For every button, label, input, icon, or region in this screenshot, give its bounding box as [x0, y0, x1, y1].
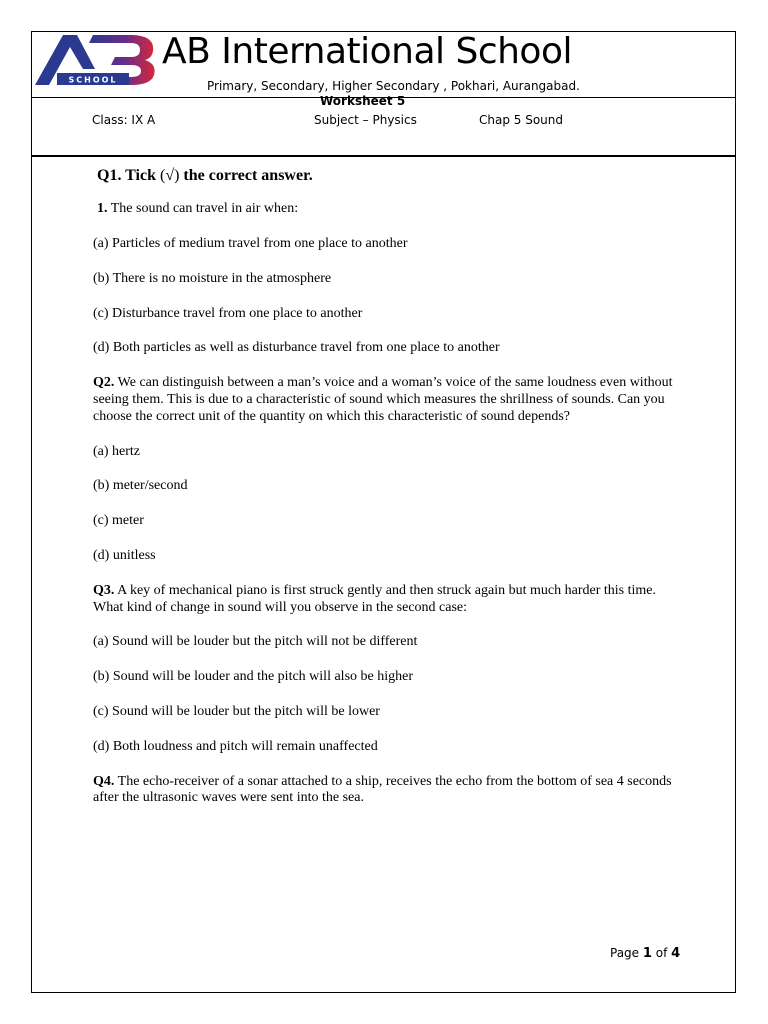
- q3-option-b: (b) Sound will be louder and the pitch will also be higher: [93, 669, 413, 685]
- school-address: Primary, Secondary, Higher Secondary , Pokhari, Aurangabad.: [207, 79, 580, 93]
- q2-option-a: (a) hertz: [93, 443, 141, 459]
- class-label: Class: IX A: [92, 113, 156, 127]
- q3-option-c: (c) Sound will be louder but the pitch will be lower: [93, 703, 380, 719]
- worksheet-title: Worksheet 5: [320, 94, 406, 108]
- q4-text: Q4. The echo-receiver of a sonar attached to a ship, receives the echo from the bottom of sea 4 seconds after the ultrasonic waves were sent into the sea.: [93, 773, 672, 806]
- header-divider-bottom: [31, 155, 736, 157]
- q3-text: Q3. A key of mechanical piano is first struck gently and then struck again but much harder this time. What kind of change in sound will you observe in the second case:: [93, 582, 656, 615]
- q2-option-d: (d) unitless: [93, 547, 156, 563]
- q1-heading: Q1. Tick (√) the correct answer.: [97, 167, 313, 184]
- q1-option-d: (d) Both particles as well as disturbance travel from one place to another: [93, 340, 500, 356]
- q1-option-c: (c) Disturbance travel from one place to another: [93, 305, 363, 321]
- q2-option-b: (b) meter/second: [93, 478, 188, 494]
- q1-option-a: (a) Particles of medium travel from one place to another: [93, 235, 408, 251]
- page-number: Page 1 of 4: [610, 946, 681, 961]
- subject-label: Subject – Physics: [314, 113, 417, 127]
- logo-text: SCHOOL: [68, 75, 118, 85]
- q2-option-c: (c) meter: [93, 513, 144, 529]
- q1-item: 1. The sound can travel in air when:: [97, 201, 299, 217]
- q1-option-b: (b) There is no moisture in the atmosphere: [93, 270, 332, 286]
- tick-mark: (√): [159, 167, 180, 184]
- chapter-label: Chap 5 Sound: [479, 113, 564, 127]
- school-name: AB International School: [162, 31, 572, 72]
- q2-text: Q2. We can distinguish between a man’s voice and a woman’s voice of the same loudness even without seeing them. This is due to a characteristic of sound which measures the shrillness of sounds. Can you choose the correct unit of the quantity on which this characteristic of sound depends?: [93, 375, 673, 424]
- q3-option-a: (a) Sound will be louder but the pitch will not be different: [93, 634, 418, 650]
- worksheet-content: [93, 166, 683, 807]
- q3-option-d: (d) Both loudness and pitch will remain unaffected: [93, 738, 378, 754]
- school-logo: [33, 31, 158, 89]
